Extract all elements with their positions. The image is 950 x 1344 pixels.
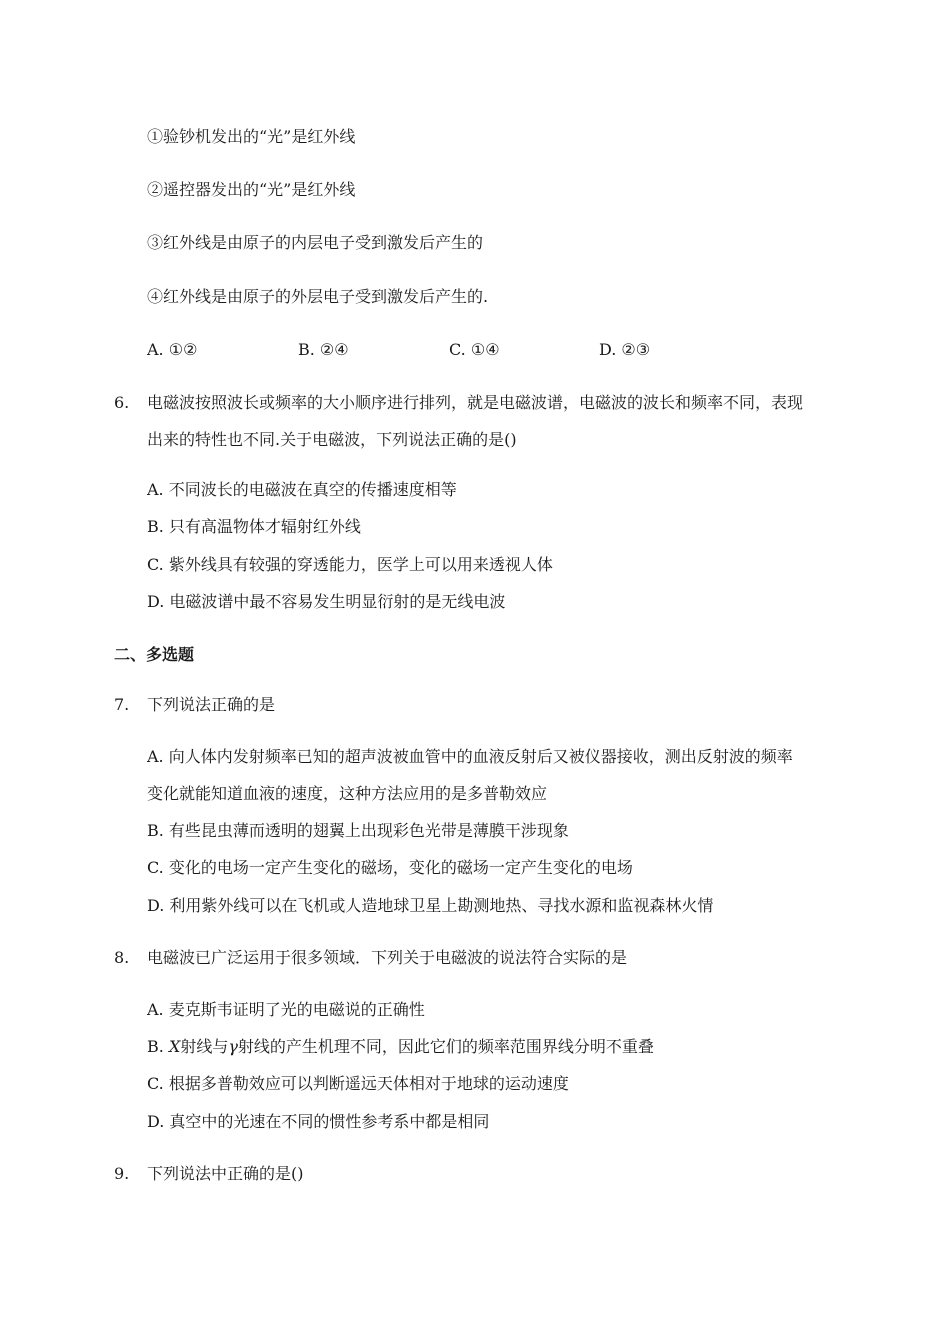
section-heading-multiple-choice: 二、多选题 [114,645,195,664]
q6-option-b: B. 只有高温物体才辐射红外线 [147,517,361,536]
q5-statement-3: ③红外线是由原子的内层电子受到激发后产生的 [147,233,484,252]
q8-stem: 电磁波已广泛运用于很多领域．下列关于电磁波的说法符合实际的是 [147,948,628,967]
q5-statement-4: ④红外线是由原子的外层电子受到激发后产生的. [147,287,489,306]
q9-number: 9. [114,1164,130,1183]
q6-option-c: C. 紫外线具有较强的穿透能力，医学上可以用来透视人体 [147,555,553,574]
q8-option-b-prefix: B. [147,1037,169,1056]
q7-option-d: D. 利用紫外线可以在飞机或人造地球卫星上勘测地热、寻找水源和监视森林火情 [147,896,714,915]
q7-option-a-line1: A. 向人体内发射频率已知的超声波被血管中的血液反射后又被仪器接收，测出反射波的频率 [147,747,793,766]
q7-option-b: B. 有些昆虫薄而透明的翅翼上出现彩色光带是薄膜干涉现象 [147,821,569,840]
q9-stem: 下列说法中正确的是() [147,1164,304,1183]
q6-stem-line2: 出来的特性也不同.关于电磁波，下列说法正确的是() [147,430,517,449]
q5-options [147,340,747,360]
q7-stem: 下列说法正确的是 [147,695,276,714]
q8-number: 8. [114,948,130,967]
q6-number: 6. [114,393,130,412]
q8-option-b-x-symbol: X [168,1037,181,1056]
q6-stem-line1: 电磁波按照波长或频率的大小顺序进行排列，就是电磁波谱，电磁波的波长和频率不同，表现 [147,393,804,412]
q5-option-c: C. ①④ [449,340,500,359]
q7-number: 7. [114,695,130,714]
q7-option-c: C. 变化的电场一定产生变化的磁场，变化的磁场一定产生变化的电场 [147,858,633,877]
q8-option-b-gamma-symbol: γ [228,1037,238,1056]
q5-statement-1: ①验钞机发出的“光”是红外线 [147,127,356,146]
q8-option-d: D. 真空中的光速在不同的惯性参考系中都是相同 [147,1112,490,1131]
q5-option-d: D. ②③ [599,340,651,359]
q8-option-a: A. 麦克斯韦证明了光的电磁说的正确性 [147,1000,425,1019]
q5-option-b: B. ②④ [298,340,349,359]
q5-option-a: A. ①② [147,340,198,359]
q5-statement-2: ②遥控器发出的“光”是红外线 [147,180,356,199]
q8-option-b-rest: 射线的产生机理不同，因此它们的频率范围界线分明不重叠 [237,1037,654,1056]
q8-option-b [147,1037,654,1057]
q6-option-d: D. 电磁波谱中最不容易发生明显衍射的是无线电波 [147,592,506,611]
q6-option-a: A. 不同波长的电磁波在真空的传播速度相等 [147,480,457,499]
q8-option-b-mid: 射线与 [180,1037,229,1056]
q8-option-c: C. 根据多普勒效应可以判断遥远天体相对于地球的运动速度 [147,1074,569,1093]
q7-option-a-line2: 变化就能知道血液的速度，这种方法应用的是多普勒效应 [147,784,548,803]
